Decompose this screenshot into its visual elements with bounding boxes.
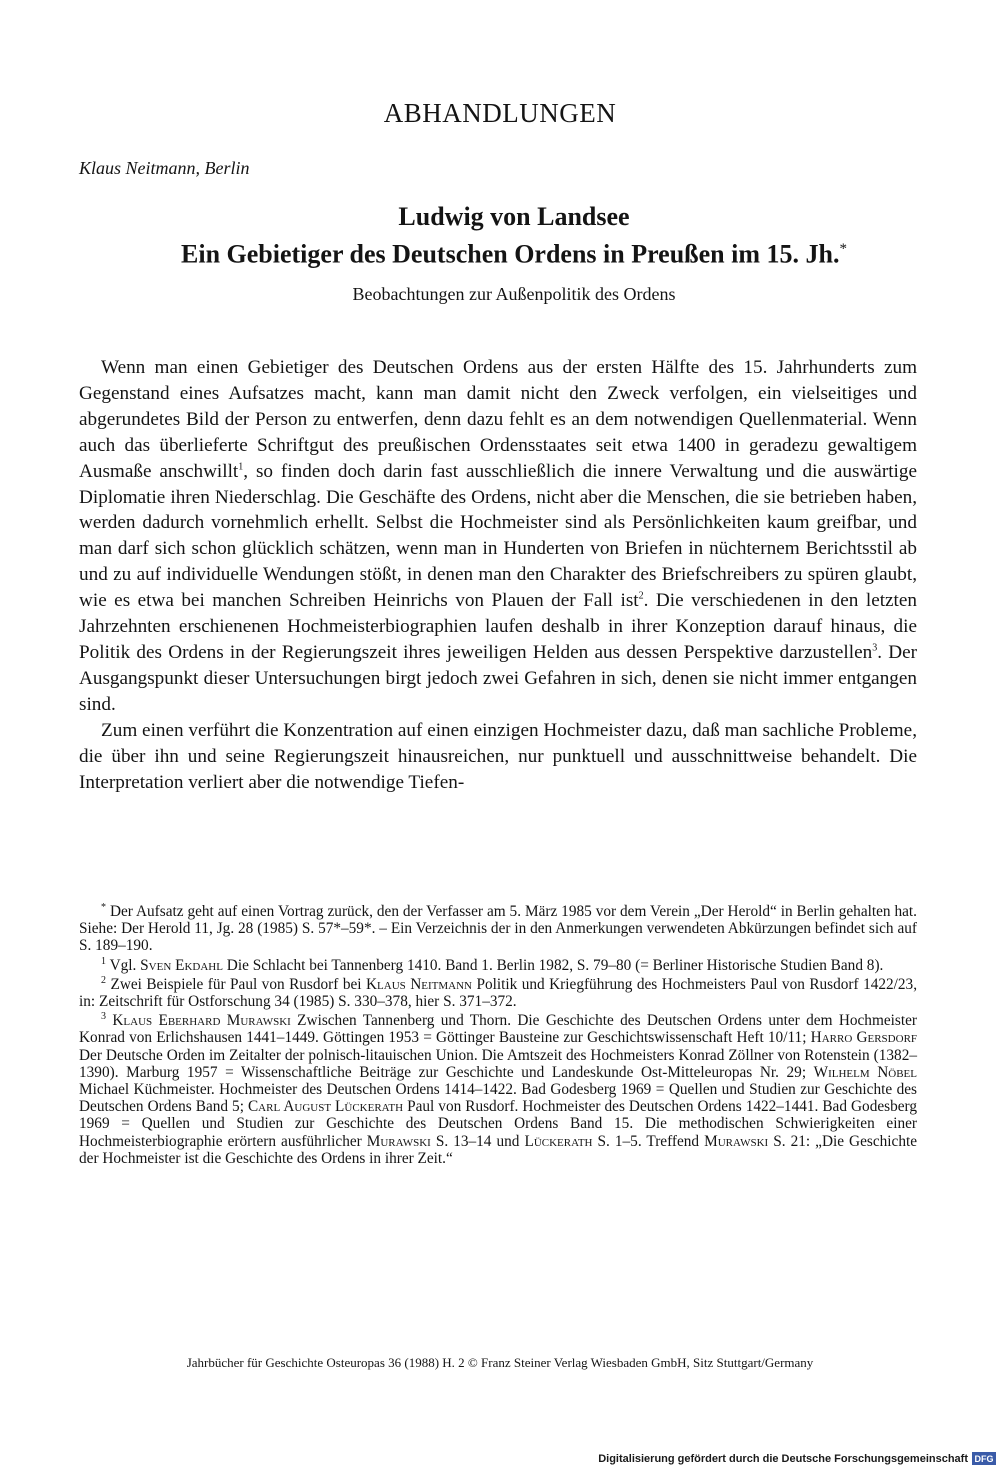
footnote-text: Der Deutsche Orden im Zeitalter der polnisch-litauischen Union. Die Amtszeit des Hochmeisters Konrad Zöllner von Rotenstein (1382–1390). Marburg 1957 = Wissenschaftliche Beiträge zur Geschichte und Landeskunde Ost-Mitteleuropas Nr. 29;	[79, 1046, 917, 1081]
footnote-mark: 3	[101, 1011, 106, 1023]
cited-author: Murawski	[704, 1132, 769, 1150]
body-paragraph-2: Zum einen verführt die Konzentration auf einen einzigen Hochmeister dazu, daß man sachliche Probleme, die über ihn und seine Regierungszeit hinausreichen, nur punktuell und ausschnittweise behandelt. Die Interpretation verliert aber die notwendige Tiefen-	[79, 719, 917, 793]
journal-footer: Jahrbücher für Geschichte Osteuropas 36 (1988) H. 2 © Franz Steiner Verlag Wiesbaden GmbH, Sitz Stuttgart/Germany	[186, 1355, 814, 1370]
footnote-text: S. 21: „Die Geschichte der Hochmeister ist die Geschichte des Ordens in ihrer Zeit.“	[79, 1132, 918, 1167]
dfg-funding-notice	[598, 1452, 996, 1465]
section-heading: ABHANDLUNGEN	[383, 98, 617, 128]
cited-author: Klaus Neitmann	[366, 975, 472, 993]
body-text-segment: . Die verschiedenen in den letzten Jahrzehnten erschienenen Hochmeisterbiographien laufen deshalb in ihrer Konzeption darauf hinaus, die Politik des Ordens in der Regierungszeit ihres jeweiligen Helden aus dessen Perspektive darzustellen	[79, 590, 917, 663]
title-line-2	[40, 233, 988, 271]
title-footnote-mark[interactable]: *	[839, 241, 847, 257]
author-line: Klaus Neitmann, Berlin	[79, 158, 250, 178]
footnote-text: Die Schlacht bei Tannenberg 1410. Band 1. Berlin 1982, S. 79–80 (= Berliner Historische Studien Band 8).	[226, 956, 884, 974]
footnote-ref-2[interactable]: 2	[638, 590, 644, 602]
footnote-star	[79, 903, 917, 955]
footnote-ref-1[interactable]: 1	[238, 461, 244, 473]
article-body	[79, 355, 917, 795]
footnote-text: S. 1–5. Treffend	[597, 1132, 700, 1150]
cited-author: Harro Gersdorf	[810, 1029, 918, 1047]
body-text-segment: Wenn man einen Gebietiger des Deutschen Ordens aus der ersten Hälfte des 15. Jahrhunderts zum Gegenstand eines Aufsatzes macht, kann man damit nicht den Zweck verfolgen, ein vielseitiges und abgerundetes Bild der Person zu entwerfen, denn dazu fehlt es an dem notwendigen Quellenmaterial. Wenn auch das überlieferte Schriftgut des preußischen Ordensstaates seit etwa 1400 in geradezu gewaltigem Ausmaße anschwillt	[79, 357, 917, 482]
footnote-2	[79, 976, 917, 1010]
title-line-2-text: Ein Gebietiger des Deutschen Ordens in Preußen im 15. Jh.	[181, 239, 840, 269]
footnote-text: Michael Küchmeister. Hochmeister des Deutschen Ordens 1414–1422. Bad Godesberg 1969 = Quellen und Studien zur Geschichte des Deutschen Ordens Band 5;	[79, 1081, 917, 1116]
footnote-ref-3[interactable]: 3	[872, 642, 878, 654]
dfg-notice-text: Digitalisierung gefördert durch die Deutsche Forschungsgemeinschaft	[598, 1452, 968, 1465]
dfg-logo-text: DFG	[974, 1454, 994, 1464]
footnote-text: Paul von Rusdorf. Hochmeister des Deutschen Ordens 1422–1441. Bad Godesberg 1969 = Quellen und Studien zur Geschichte des Deutschen Ordens Band 15. Die methodischen Schwierigkeiten einer Hochmeisterbiographie erörtern ausführlicher	[79, 1098, 917, 1150]
body-text-segment: . Der Ausgangspunkt dieser Untersuchungen birgt jedoch zwei Gefahren in sich, denen sie nicht immer entgangen sind.	[79, 641, 917, 715]
cited-author: Murawski	[366, 1132, 431, 1150]
cited-author: Lückerath	[524, 1132, 593, 1150]
cited-author: Klaus Eberhard Murawski	[112, 1012, 291, 1030]
footnote-text: Zwischen Tannenberg und Thorn. Die Geschichte des Deutschen Ordens unter dem Hochmeister Konrad von Erlichshausen 1441–1449. Göttingen 1953 = Göttinger Bausteine zur Geschichtswissenschaft Heft 10/11;	[79, 1012, 917, 1047]
cited-author: Wilhelm Nöbel	[813, 1063, 917, 1081]
footnote-text: Vgl.	[109, 956, 137, 974]
footnote-text: S. 13–14 und	[435, 1132, 520, 1150]
footnote-mark: *	[101, 901, 106, 913]
footnote-text: Zwei Beispiele für Paul von Rusdorf bei	[110, 975, 362, 993]
dfg-logo-icon	[972, 1452, 996, 1465]
footnotes	[79, 903, 917, 1169]
footnote-3	[79, 1012, 917, 1167]
footnote-mark: 2	[101, 974, 106, 986]
footnote-1	[79, 957, 917, 974]
article-title-block	[40, 200, 988, 305]
cited-author: Carl August Lückerath	[247, 1098, 404, 1116]
body-paragraph-1	[79, 355, 917, 718]
article-subtitle: Beobachtungen zur Außenpolitik des Ordens	[352, 283, 676, 304]
body-text-segment: , so finden doch darin fast ausschließlich die innere Verwaltung und die auswärtige Diplomatie ihren Niederschlag. Die Geschäfte des Ordens, nicht aber die Menschen, die sie betrieben haben, werden dadurch vornehmlich erhellt. Selbst die Hochmeister sind als Persönlichkeiten kaum greifbar, und man darf sich schon glücklich schätzen, wenn man in Hunderten von Briefen in nüchternem Berichtsstil ab und zu auf individuelle Wendungen stößt, in denen man den Charakter des Briefschreibers zu spüren glaubt, wie es etwa bei manchen Schreiben Heinrichs von Plauen der Fall ist	[79, 460, 917, 612]
footnote-text: Der Aufsatz geht auf einen Vortrag zurück, den der Verfasser am 5. März 1985 vor dem Verein „Der Herold“ in Berlin gehalten hat. Siehe: Der Herold 11, Jg. 28 (1985) S. 57*–59*. – Ein Verzeichnis der in den Anmerkungen verwendeten Abkürzungen befindet sich auf S. 189–190.	[79, 903, 917, 955]
cited-author: Sven Ekdahl	[140, 956, 223, 974]
footnote-text: Politik und Kriegführung des Hochmeisters Paul von Rusdorf 1422/23, in: Zeitschrift für Ostforschung 34 (1985) S. 330–378, hier S. 371–372.	[79, 975, 918, 1011]
footnote-mark: 1	[101, 955, 106, 967]
title-line-1: Ludwig von Landsee	[398, 202, 630, 231]
